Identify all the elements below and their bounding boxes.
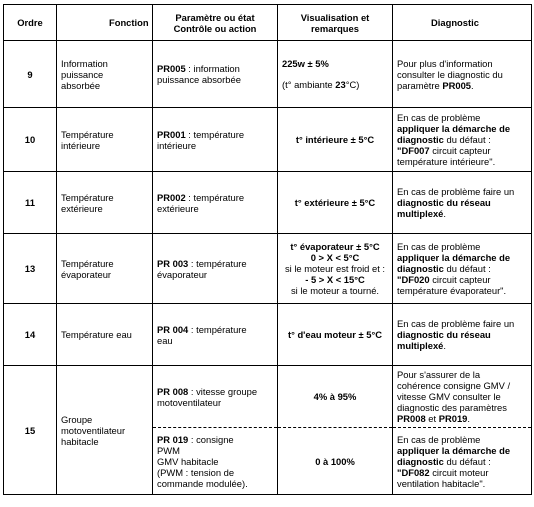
diagnostic-cell bbox=[393, 366, 532, 428]
parametre-text: : vitesse groupe bbox=[188, 385, 258, 397]
parametre-cell bbox=[153, 304, 278, 366]
diagnostic-line: En cas de problème faire un bbox=[397, 318, 515, 329]
parametre-text: GMV habitacle bbox=[157, 455, 219, 467]
diagnostic-line: . bbox=[471, 79, 474, 91]
header-visualisation-line2: remarques bbox=[311, 22, 359, 34]
parametre-text: extérieure bbox=[157, 202, 199, 214]
fonction-line: absorbée bbox=[61, 79, 101, 91]
parametre-text: PWM bbox=[157, 444, 180, 456]
header-diagnostic: Diagnostic bbox=[393, 5, 532, 41]
visualisation-value: t° intérieure ± 5°C bbox=[295, 134, 375, 145]
diagnostic-line: appliquer la démarche de bbox=[397, 444, 511, 456]
visualisation-cell bbox=[278, 41, 393, 108]
fonction-cell bbox=[57, 41, 153, 108]
diagnostic-cell bbox=[393, 234, 532, 304]
visualisation-cell bbox=[278, 428, 393, 495]
diagnostic-code: "DF020 bbox=[397, 274, 430, 285]
diagnostic-line: cohérence consigne GMV / bbox=[397, 380, 511, 391]
visualisation-value: 0 à 100% bbox=[315, 455, 355, 467]
ordre-cell: 9 bbox=[4, 41, 57, 108]
parametre-text: puissance absorbée bbox=[157, 74, 241, 85]
diagnostic-line: diagnostic du réseau bbox=[397, 197, 491, 208]
diagnostic-line: . bbox=[467, 413, 470, 424]
fonction-cell bbox=[57, 108, 153, 172]
table-row bbox=[4, 108, 532, 172]
fonction-line: puissance bbox=[61, 68, 104, 80]
table-row bbox=[4, 172, 532, 234]
diagnostic-line: diagnostic du réseau bbox=[397, 329, 491, 340]
fonction-line: Température eau bbox=[61, 329, 132, 340]
fonction-line: habitacle bbox=[61, 435, 99, 447]
visualisation-value: - 5 > X < 15°C bbox=[305, 274, 365, 285]
diagnostic-line: circuit moteur bbox=[429, 466, 489, 478]
visualisation-cell bbox=[278, 108, 393, 172]
diagnostic-line: et bbox=[425, 413, 439, 424]
fonction-line: Température bbox=[61, 128, 114, 140]
ordre-cell: 14 bbox=[4, 304, 57, 366]
diagnostic-cell bbox=[393, 428, 532, 495]
visualisation-value: t° extérieure ± 5°C bbox=[294, 197, 376, 208]
visualisation-note: °C) bbox=[345, 79, 360, 90]
parametre-text: évaporateur bbox=[157, 268, 208, 280]
visualisation-value: 0 > X < 5°C bbox=[310, 252, 360, 263]
table-row bbox=[4, 366, 532, 428]
parametre-text: commande modulée). bbox=[157, 477, 248, 489]
visualisation-value: t° d'eau moteur ± 5°C bbox=[287, 329, 383, 340]
visualisation-cell bbox=[278, 304, 393, 366]
diagnostic-code: "DF007 bbox=[397, 145, 430, 156]
parametre-cell bbox=[153, 366, 278, 428]
fonction-line: Température bbox=[61, 191, 114, 203]
header-visualisation bbox=[278, 5, 393, 41]
diagnostic-code: "DF082 bbox=[397, 466, 430, 478]
fonction-line: Groupe bbox=[61, 413, 93, 425]
diagnostic-line: circuit capteur bbox=[429, 274, 491, 285]
diagnostic-line: circuit capteur bbox=[429, 145, 491, 156]
parametre-text: : température bbox=[188, 323, 247, 335]
parametre-text: : consigne bbox=[188, 433, 234, 445]
ordre-cell: 10 bbox=[4, 108, 57, 172]
diagnostic-line: vitesse GMV consulter le bbox=[397, 391, 501, 402]
diagnostic-line: diagnostic bbox=[397, 455, 444, 467]
diagnostic-line: température intérieure". bbox=[397, 156, 496, 167]
parametre-text: eau bbox=[157, 334, 173, 346]
header-parametre-line2: Contrôle ou action bbox=[173, 22, 257, 34]
fonction-line: intérieure bbox=[61, 139, 101, 151]
diagnostic-cell bbox=[393, 172, 532, 234]
diagnostic-line: du défaut : bbox=[443, 455, 491, 467]
visualisation-note: (t° ambiante bbox=[282, 79, 336, 90]
parametre-code: PR 003 bbox=[157, 257, 189, 269]
diagnostic-line: appliquer la démarche de bbox=[397, 252, 511, 263]
visualisation-value: 4% à 95% bbox=[313, 391, 357, 402]
parametre-cell bbox=[153, 41, 278, 108]
diagnostic-line: diagnostic des paramètres bbox=[397, 402, 507, 413]
parametre-code: PR 008 bbox=[157, 385, 189, 397]
parametre-cell bbox=[153, 108, 278, 172]
diagnostic-line: multiplexé bbox=[397, 208, 444, 219]
fonction-cell bbox=[57, 172, 153, 234]
parametre-text: : information bbox=[185, 63, 240, 74]
parametre-code: PR 004 bbox=[157, 323, 189, 335]
parametre-code: PR001 bbox=[157, 128, 186, 140]
diagnostic-line: Pour s'assurer de la bbox=[397, 369, 481, 380]
visualisation-value: t° évaporateur ± 5°C bbox=[290, 241, 380, 252]
fonction-line: motoventilateur bbox=[61, 424, 126, 436]
diagnostic-code: PR008 bbox=[397, 413, 426, 424]
parametre-text: : température bbox=[188, 257, 247, 269]
diagnostic-code: PR019 bbox=[438, 413, 468, 424]
diagnostic-cell bbox=[393, 304, 532, 366]
table-row bbox=[4, 304, 532, 366]
parametre-cell bbox=[153, 172, 278, 234]
fonction-cell bbox=[57, 366, 153, 495]
header-parametre bbox=[153, 5, 278, 41]
fonction-line: évaporateur bbox=[61, 268, 112, 280]
visualisation-note: si le moteur a tourné. bbox=[290, 285, 380, 296]
diagnostic-table bbox=[3, 4, 532, 495]
parametre-cell bbox=[153, 234, 278, 304]
diagnostic-line: du défaut : bbox=[443, 134, 491, 145]
diagnostic-line: multiplexé bbox=[397, 340, 444, 351]
parametre-text: intérieure bbox=[157, 139, 197, 151]
header-parametre-line1: Paramètre ou état bbox=[175, 11, 255, 23]
ordre-cell: 13 bbox=[4, 234, 57, 304]
diagnostic-line: En cas de problème bbox=[397, 433, 481, 445]
diagnostic-line: température évaporateur". bbox=[397, 285, 507, 296]
parametre-text: : température bbox=[185, 191, 245, 203]
diagnostic-line: En cas de problème faire un bbox=[397, 186, 515, 197]
parametre-code: PR005 bbox=[157, 63, 186, 74]
diagnostic-line: En cas de problème bbox=[397, 112, 481, 123]
table-row bbox=[4, 41, 532, 108]
fonction-line: Information bbox=[61, 57, 108, 69]
parametre-text: motoventilateur bbox=[157, 396, 222, 408]
ordre-cell: 11 bbox=[4, 172, 57, 234]
diagnostic-code: PR005 bbox=[442, 79, 472, 91]
ordre-cell: 15 bbox=[4, 366, 57, 495]
table-row bbox=[4, 234, 532, 304]
diagnostic-line: appliquer la démarche de bbox=[397, 123, 511, 134]
header-visualisation-line1: Visualisation et bbox=[300, 11, 370, 23]
header-ordre: Ordre bbox=[4, 5, 57, 41]
parametre-cell bbox=[153, 428, 278, 495]
parametre-text: : température bbox=[185, 128, 245, 140]
diagnostic-line: ventilation habitacle". bbox=[397, 477, 486, 489]
diagnostic-line: . bbox=[443, 340, 446, 351]
fonction-line: Température bbox=[61, 257, 114, 269]
diagnostic-line: diagnostic bbox=[397, 263, 444, 274]
visualisation-cell bbox=[278, 234, 393, 304]
parametre-code: PR002 bbox=[157, 191, 186, 203]
parametre-text: (PWM : tension de bbox=[157, 466, 235, 478]
diagnostic-line: consulter le diagnostic du bbox=[397, 68, 503, 80]
fonction-cell bbox=[57, 234, 153, 304]
header-row bbox=[4, 5, 532, 41]
diagnostic-line: paramètre bbox=[397, 79, 443, 91]
diagnostic-line: du défaut : bbox=[443, 263, 491, 274]
diagnostic-line: . bbox=[443, 208, 446, 219]
fonction-cell bbox=[57, 304, 153, 366]
parametre-code: PR 019 bbox=[157, 433, 189, 445]
diagnostic-cell bbox=[393, 41, 532, 108]
diagnostic-line: diagnostic bbox=[397, 134, 444, 145]
diagnostic-line: Pour plus d'information bbox=[397, 57, 493, 69]
fonction-line: extérieure bbox=[61, 202, 103, 214]
visualisation-note-value: 23 bbox=[335, 79, 346, 90]
visualisation-cell bbox=[278, 366, 393, 428]
visualisation-value: 225w ± 5% bbox=[282, 58, 329, 69]
diagnostic-line: En cas de problème bbox=[397, 241, 481, 252]
visualisation-note: si le moteur est froid et : bbox=[284, 263, 386, 274]
header-fonction: Fonction bbox=[57, 5, 153, 41]
diagnostic-cell bbox=[393, 108, 532, 172]
visualisation-cell bbox=[278, 172, 393, 234]
